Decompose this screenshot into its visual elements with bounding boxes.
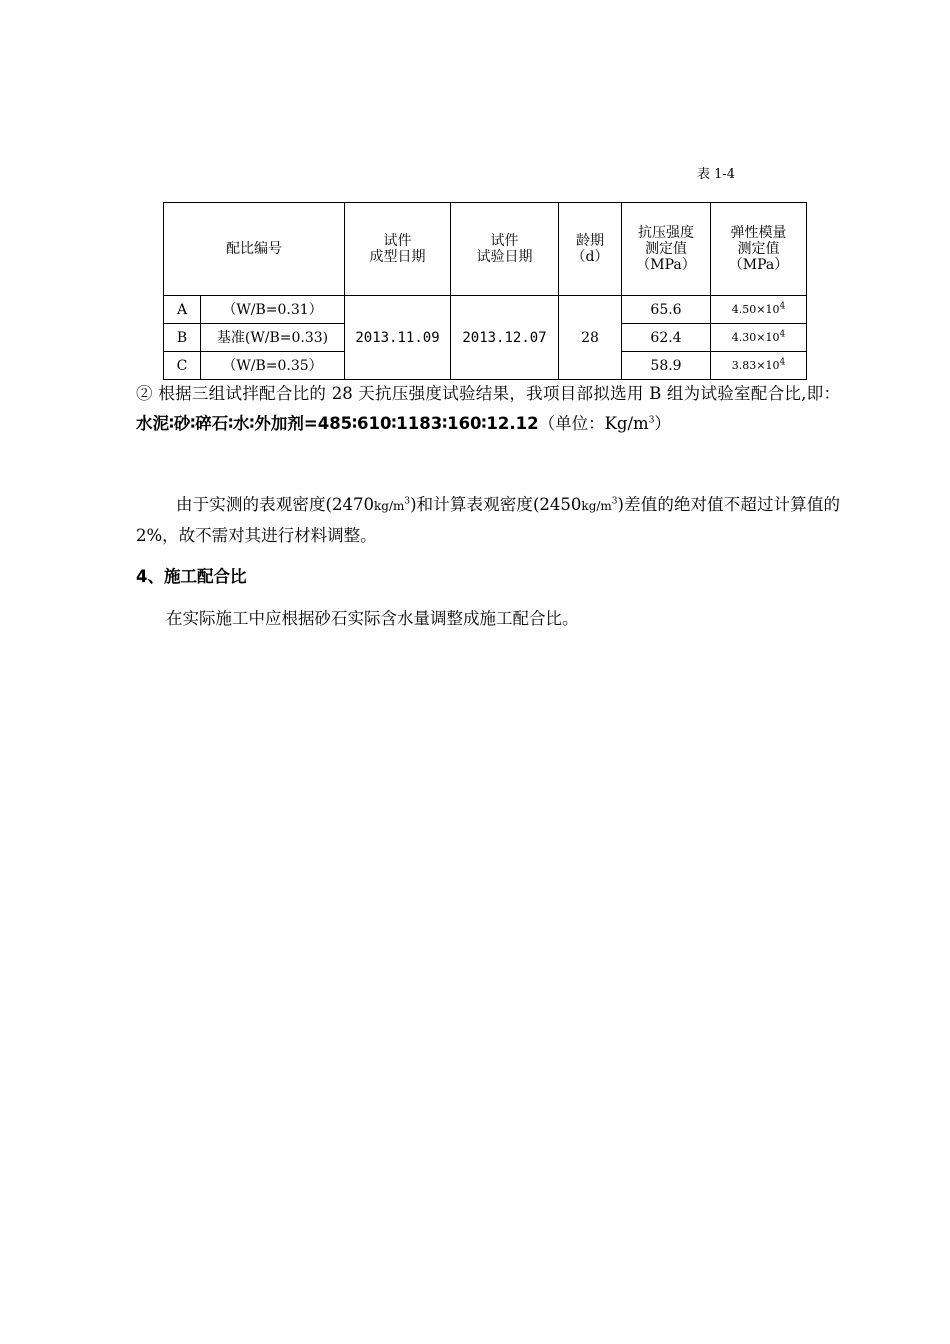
paragraph-lead: ② 根据三组试拌配合比的 28 天抗压强度试验结果，我项目部拟选用 B 组为试验室配合比,即： [136,384,840,403]
density-paragraph: 由于实测的表观密度$(2470kg/m^3)$和计算表观密度$(2450kg/m^3)$差值的绝对值不超过计算值的 2%，故不需对其进行材料调整。 [136,495,840,545]
table-header-row [164,203,807,296]
age-cell: 28 [559,296,622,380]
group-cell: A [164,296,201,324]
ratio-cell: 基准(W/B=0.33) [201,324,345,352]
casting-date-cell: 2013.11.09 [345,296,451,380]
modulus-cell: $3.83\times 10^4$ [711,352,807,380]
ratio-cell: （W/B=0.31） [201,296,345,324]
group-cell: C [164,352,201,380]
mix-selection-paragraph: ② 根据三组试拌配合比的 28 天抗压强度试验结果，我项目部拟选用 B 组为试验室配合比,即：水泥∶砂∶碎石∶水∶外加剂=485∶610∶1183∶160∶12.12（单位：$Kg/m^3$） [136,384,840,433]
construction-mix-paragraph: 在实际施工中应根据砂石实际含水量调整成施工配合比。 [166,609,579,628]
header-strength: 抗压强度 测定值 （MPa） [622,203,711,296]
header-casting-date: 试件 成型日期 [345,203,451,296]
header-age: 龄期 （d） [559,203,622,296]
strength-cell: 65.6 [622,296,711,324]
test-date-cell: 2013.12.07 [451,296,559,380]
unit-label: （单位：Kg/m [538,414,649,433]
header-mix-id: 配比编号 [164,203,345,296]
header-modulus: 弹性模量 测定值 （MPa） [711,203,807,296]
table-caption: 表 1-4 [697,167,736,182]
modulus-cell: $4.50\times 10^4$ [711,296,807,324]
modulus-cell: $4.30\times 10^4$ [711,324,807,352]
strength-cell: 58.9 [622,352,711,380]
strength-cell: 62.4 [622,324,711,352]
group-cell: B [164,324,201,352]
mix-results-table [163,202,807,380]
section-heading: 4、施工配合比 [136,567,247,586]
lab-mix-ratio: 水泥∶砂∶碎石∶水∶外加剂=485∶610∶1183∶160∶12.12 [136,414,539,433]
table-row [164,296,807,324]
header-test-date: 试件 试验日期 [451,203,559,296]
ratio-cell: （W/B=0.35） [201,352,345,380]
